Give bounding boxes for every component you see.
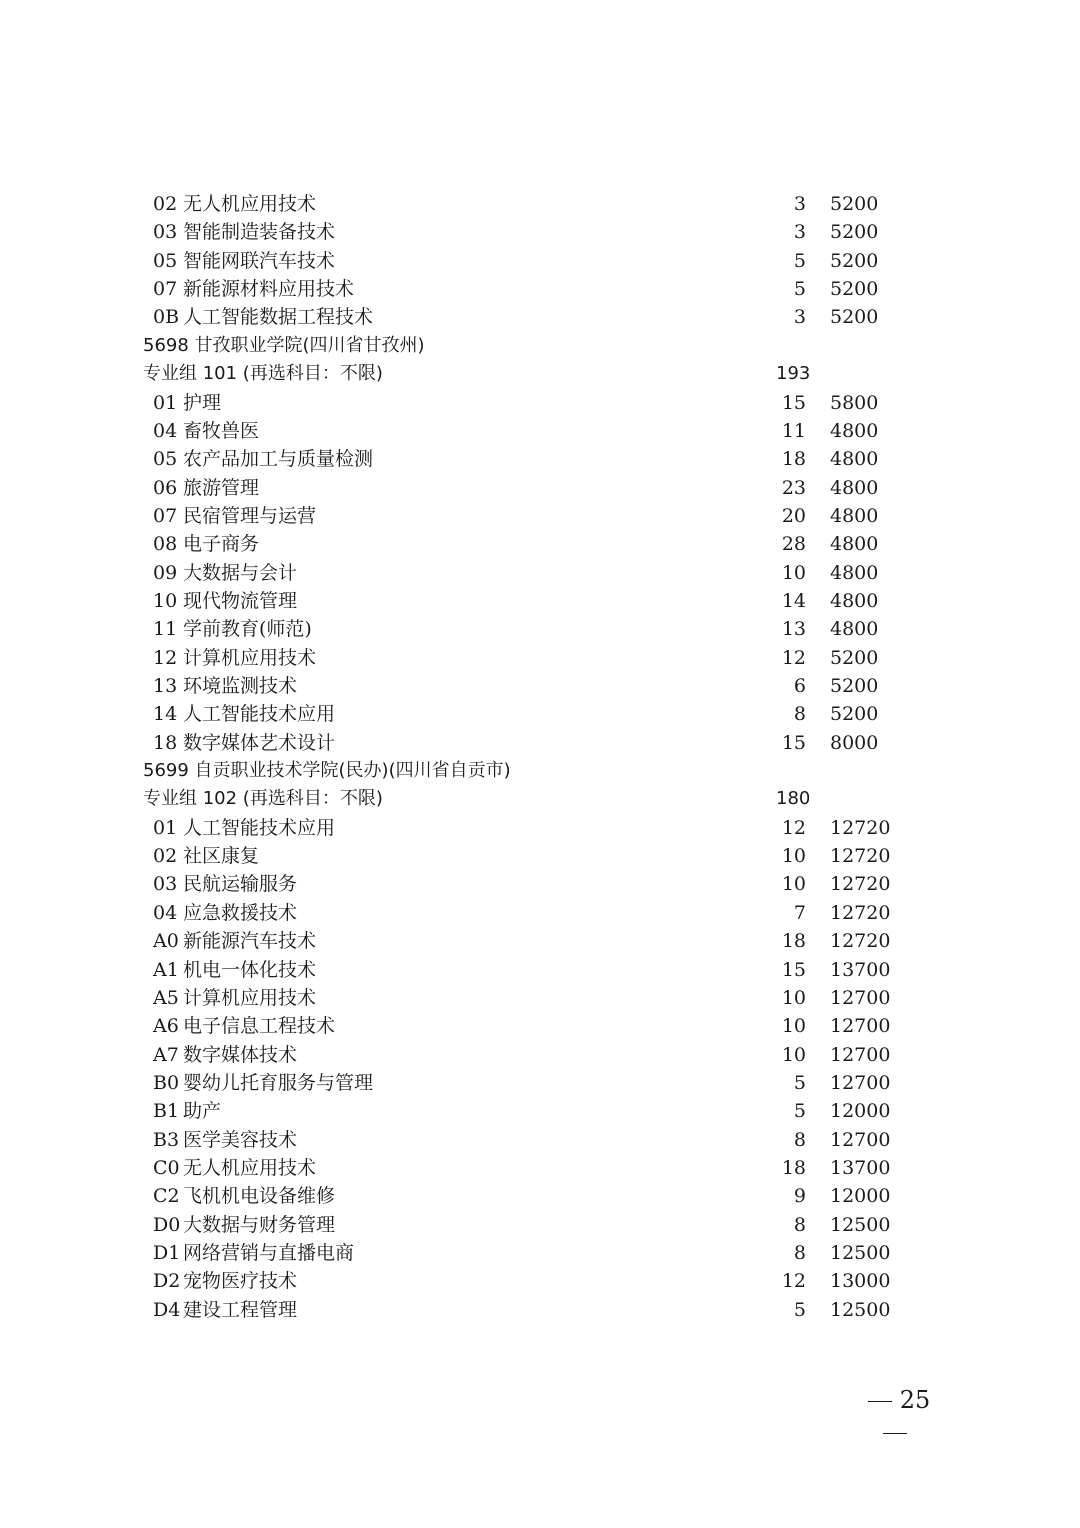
major-row (0, 1097, 1080, 1125)
major-row (0, 842, 1080, 870)
major-code: 14 (153, 703, 178, 726)
major-code: A0 (153, 930, 179, 953)
major-tuition-fee: 4800 (830, 448, 879, 471)
major-row (0, 672, 1080, 700)
major-row (0, 700, 1080, 728)
major-plan-count: 15 (781, 958, 806, 981)
major-name: 无人机应用技术 (183, 1156, 317, 1179)
major-tuition-fee: 5200 (830, 646, 879, 669)
major-name: 网络营销与直播电商 (183, 1242, 355, 1264)
major-tuition-fee: 5200 (830, 703, 879, 726)
major-name: 机电一体化技术 (183, 958, 317, 981)
page-number-right-dash (883, 1433, 907, 1434)
major-row (0, 1296, 1080, 1324)
major-tuition-fee: 12720 (830, 930, 891, 953)
major-tuition-fee: 12700 (830, 986, 891, 1009)
major-plan-count: 20 (781, 504, 806, 527)
major-tuition-fee: 12000 (830, 1185, 891, 1208)
major-plan-count: 15 (781, 731, 806, 754)
major-tuition-fee: 13000 (830, 1270, 891, 1293)
major-name: 医学美容技术 (183, 1128, 298, 1151)
major-tuition-fee: 12720 (830, 873, 891, 896)
major-name: 宠物医疗技术 (183, 1270, 298, 1293)
major-code: 02 (153, 193, 178, 215)
major-code: 03 (153, 221, 178, 244)
major-code: 12 (153, 646, 178, 669)
major-name: 飞机机电设备维修 (183, 1185, 336, 1208)
major-code: D2 (153, 1270, 181, 1293)
major-tuition-fee: 12700 (830, 1128, 891, 1151)
major-plan-count: 18 (781, 930, 806, 953)
major-plan-count: 5 (793, 1298, 806, 1321)
school-heading (0, 757, 1080, 785)
major-name: 农产品加工与质量检测 (183, 448, 374, 471)
major-name: 环境监测技术 (183, 675, 298, 697)
major-tuition-fee: 4800 (830, 476, 879, 499)
major-name: 助产 (183, 1100, 222, 1123)
major-tuition-fee: 12000 (830, 1100, 891, 1123)
major-code: 13 (153, 675, 178, 697)
major-plan-count: 18 (781, 448, 806, 471)
major-code: A5 (153, 986, 179, 1009)
major-code: A6 (153, 1015, 179, 1038)
major-name: 大数据与财务管理 (183, 1213, 336, 1236)
major-plan-count: 23 (781, 476, 806, 499)
major-row (0, 502, 1080, 530)
major-name: 无人机应用技术 (183, 193, 317, 215)
major-code: A1 (153, 958, 179, 981)
major-code: B0 (153, 1071, 180, 1094)
major-name: 民航运输服务 (183, 873, 298, 896)
major-row (0, 417, 1080, 445)
major-name: 民宿管理与运营 (183, 504, 317, 527)
major-tuition-fee: 4800 (830, 618, 879, 641)
major-plan-count: 10 (781, 873, 806, 896)
major-plan-count: 10 (781, 1043, 806, 1066)
major-plan-count: 3 (793, 306, 806, 329)
major-tuition-fee: 12720 (830, 845, 891, 868)
major-tuition-fee: 4800 (830, 561, 879, 584)
major-plan-count: 7 (793, 901, 806, 924)
major-tuition-fee: 5200 (830, 278, 879, 301)
major-plan-count: 28 (781, 533, 806, 556)
major-tuition-fee: 5200 (830, 193, 879, 215)
major-row (0, 1211, 1080, 1239)
major-row (0, 275, 1080, 303)
major-name: 新能源材料应用技术 (183, 278, 355, 301)
major-tuition-fee: 12700 (830, 1015, 891, 1038)
major-tuition-fee: 13700 (830, 1156, 891, 1179)
major-tuition-fee: 12700 (830, 1043, 891, 1066)
major-name: 护理 (183, 391, 222, 414)
major-plan-count: 8 (793, 1242, 806, 1264)
major-row (0, 389, 1080, 417)
major-tuition-fee: 5200 (830, 249, 879, 272)
major-code: 18 (153, 731, 178, 754)
major-name: 电子信息工程技术 (183, 1015, 336, 1038)
major-plan-count: 10 (781, 1015, 806, 1038)
major-tuition-fee: 4800 (830, 533, 879, 556)
major-code: 11 (153, 618, 178, 641)
major-tuition-fee: 12700 (830, 1071, 891, 1094)
major-name: 计算机应用技术 (183, 986, 317, 1009)
major-row (0, 1239, 1080, 1267)
major-name: 现代物流管理 (183, 589, 298, 612)
major-plan-count: 8 (793, 703, 806, 726)
major-tuition-fee: 12720 (830, 816, 891, 839)
major-row (0, 615, 1080, 643)
major-tuition-fee: 5200 (830, 221, 879, 244)
school-title: 5698 甘孜职业学院(四川省甘孜州) (143, 334, 425, 356)
major-plan-count: 8 (793, 1213, 806, 1236)
major-group-title: 专业组 102 (再选科目：不限) (143, 788, 383, 810)
major-group-title: 专业组 101 (再选科目：不限) (143, 363, 383, 385)
major-plan-count: 5 (793, 1100, 806, 1123)
major-code: 01 (153, 816, 178, 839)
major-code: D4 (153, 1298, 181, 1321)
major-plan-count: 13 (781, 618, 806, 641)
major-group-total: 180 (776, 788, 811, 810)
major-row (0, 899, 1080, 927)
major-row (0, 474, 1080, 502)
major-row (0, 870, 1080, 898)
major-name: 建设工程管理 (183, 1298, 298, 1321)
major-name: 大数据与会计 (183, 561, 298, 584)
major-tuition-fee: 5800 (830, 391, 879, 414)
major-code: 07 (153, 278, 178, 301)
major-code: B3 (153, 1128, 180, 1151)
major-name: 数字媒体技术 (183, 1043, 298, 1066)
major-tuition-fee: 4800 (830, 504, 879, 527)
major-plan-count: 12 (781, 816, 806, 839)
major-plan-count: 3 (793, 193, 806, 215)
major-row (0, 927, 1080, 955)
major-name: 社区康复 (183, 845, 260, 868)
major-row (0, 559, 1080, 587)
major-name: 应急救援技术 (183, 901, 298, 924)
major-code: 03 (153, 873, 178, 896)
major-plan-count: 9 (793, 1185, 806, 1208)
major-tuition-fee: 4800 (830, 589, 879, 612)
major-row (0, 1154, 1080, 1182)
major-code: 04 (153, 419, 178, 442)
major-row (0, 190, 1080, 218)
major-code: 0B (153, 306, 180, 329)
major-code: 04 (153, 901, 178, 924)
major-group-heading (0, 360, 1080, 388)
major-row (0, 1126, 1080, 1154)
major-row (0, 1267, 1080, 1295)
major-row (0, 587, 1080, 615)
major-code: 09 (153, 561, 178, 584)
major-name: 智能制造装备技术 (183, 221, 336, 244)
major-row (0, 530, 1080, 558)
major-plan-count: 18 (781, 1156, 806, 1179)
major-tuition-fee: 13700 (830, 958, 891, 981)
major-name: 畜牧兽医 (183, 419, 260, 442)
major-code: 06 (153, 476, 178, 499)
major-name: 人工智能数据工程技术 (183, 306, 374, 329)
major-row (0, 303, 1080, 331)
major-row (0, 814, 1080, 842)
major-tuition-fee: 4800 (830, 419, 879, 442)
major-plan-count: 15 (781, 391, 806, 414)
major-group-heading (0, 785, 1080, 813)
major-row (0, 729, 1080, 757)
major-plan-count: 11 (781, 419, 806, 442)
major-plan-count: 5 (793, 1071, 806, 1094)
major-plan-count: 5 (793, 278, 806, 301)
major-name: 新能源汽车技术 (183, 930, 317, 953)
major-name: 学前教育(师范) (183, 618, 312, 641)
major-name: 旅游管理 (183, 476, 260, 499)
major-tuition-fee: 8000 (830, 731, 879, 754)
major-code: C0 (153, 1156, 180, 1179)
major-tuition-fee: 12500 (830, 1298, 891, 1321)
major-row (0, 218, 1080, 246)
major-name: 婴幼儿托育服务与管理 (183, 1071, 374, 1094)
major-tuition-fee: 5200 (830, 675, 879, 697)
page-number-left-dash (868, 1401, 892, 1402)
major-tuition-fee: 12500 (830, 1242, 891, 1264)
major-plan-count: 5 (793, 249, 806, 272)
major-row (0, 1041, 1080, 1069)
major-row (0, 984, 1080, 1012)
page-number (840, 1384, 950, 1416)
major-plan-count: 12 (781, 646, 806, 669)
major-row (0, 1182, 1080, 1210)
major-row (0, 1012, 1080, 1040)
major-row (0, 445, 1080, 473)
major-tuition-fee: 5200 (830, 306, 879, 329)
major-code: 07 (153, 504, 178, 527)
major-name: 人工智能技术应用 (183, 703, 336, 726)
major-row (0, 956, 1080, 984)
major-name: 智能网联汽车技术 (183, 249, 336, 272)
major-plan-count: 8 (793, 1128, 806, 1151)
major-name: 人工智能技术应用 (183, 816, 336, 839)
school-heading (0, 332, 1080, 360)
major-code: 05 (153, 249, 178, 272)
major-name: 计算机应用技术 (183, 646, 317, 669)
major-plan-count: 3 (793, 221, 806, 244)
major-code: A7 (153, 1043, 179, 1066)
major-plan-count: 14 (781, 589, 806, 612)
major-tuition-fee: 12720 (830, 901, 891, 924)
major-plan-count: 6 (793, 675, 806, 697)
major-group-total: 193 (776, 363, 811, 385)
school-title: 5699 自贡职业技术学院(民办)(四川省自贡市) (143, 760, 511, 781)
major-row (0, 247, 1080, 275)
major-plan-count: 10 (781, 986, 806, 1009)
major-code: C2 (153, 1185, 180, 1208)
major-row (0, 644, 1080, 672)
major-code: 10 (153, 589, 178, 612)
major-code: D0 (153, 1213, 181, 1236)
page-number-value: 25 (899, 1386, 931, 1414)
major-code: 01 (153, 391, 178, 414)
major-code: 02 (153, 845, 178, 868)
major-row (0, 1069, 1080, 1097)
major-name: 电子商务 (183, 533, 260, 556)
major-plan-count: 12 (781, 1270, 806, 1293)
major-tuition-fee: 12500 (830, 1213, 891, 1236)
major-code: 05 (153, 448, 178, 471)
major-name: 数字媒体艺术设计 (183, 731, 336, 754)
major-code: B1 (153, 1100, 180, 1123)
major-code: D1 (153, 1242, 181, 1264)
major-plan-count: 10 (781, 561, 806, 584)
major-code: 08 (153, 533, 178, 556)
major-plan-count: 10 (781, 845, 806, 868)
